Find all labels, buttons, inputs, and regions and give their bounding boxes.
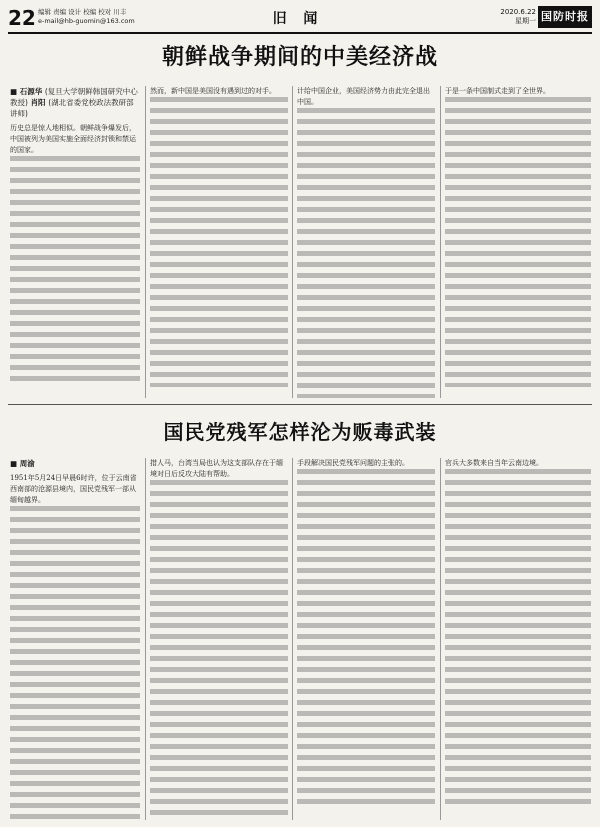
- col-divider: [145, 458, 146, 820]
- col-divider: [292, 458, 293, 820]
- article1-col4-lead: 于是一条中国制式走到了全世界。: [445, 87, 550, 95]
- article2-byline: ■ 周渝: [10, 459, 35, 468]
- article1-title: 朝鲜战争期间的中美经济战: [161, 45, 438, 70]
- article2-col4-body: [445, 469, 591, 809]
- header-rule: [8, 32, 592, 34]
- editor-credits: [38, 8, 135, 26]
- page-number: 22: [8, 6, 36, 30]
- weekday-text: 星期一: [515, 17, 536, 25]
- editor-names: 编辑 责编 设计 校编 校对 川丰: [38, 8, 127, 16]
- article1-col3-lead: 计给中国企业，美国经济势力由此完全退出中国。: [297, 87, 430, 106]
- article2-col3: [297, 458, 435, 820]
- section-title: 旧 闻: [272, 11, 324, 27]
- col-divider: [440, 86, 441, 398]
- article1-col1-lead: 历史总是惊人地相似。朝鲜战争爆发后，中国被列为美国实施全面经济封锁和禁运的国家。: [10, 124, 136, 154]
- article2-col1: [10, 458, 140, 820]
- article1-col2-lead: 然而，新中国是美国没有遇到过的对手。: [150, 87, 276, 95]
- masthead-logo: 国防时报: [538, 6, 592, 28]
- article2-col2-lead: 措人马，台湾当局也认为这支部队存在于缅境对日后反攻大陆有帮助。: [150, 459, 283, 478]
- article1-author2-note: (湖北省委党校政法教研部讲师): [10, 98, 134, 118]
- issue-date: [486, 8, 536, 26]
- article-divider: [8, 404, 592, 405]
- article2-col4: [445, 458, 591, 820]
- page-header: [8, 6, 592, 30]
- article1-author2: 肖阳: [30, 98, 46, 107]
- article1-col4-body: [445, 97, 591, 387]
- article1-col3: [297, 86, 435, 398]
- article1-col3-body: [297, 108, 435, 398]
- article1-col1-body: [10, 156, 140, 386]
- article2-title: 国民党残军怎样沦为贩毒武装: [163, 420, 437, 444]
- article2-col1-lead: 1951年5月24日早晨6时许，位于云南省西南部的沧源县境内，国民党残军一部从缅甸越界。: [10, 474, 137, 504]
- article2-col1-body: [10, 506, 140, 820]
- editor-email: e-mail@hb-guomin@163.com: [38, 17, 135, 25]
- article2-col2: [150, 458, 288, 820]
- article1-byline: [10, 86, 140, 119]
- col-divider: [292, 86, 293, 398]
- article1-col1: [10, 86, 140, 398]
- col-divider: [145, 86, 146, 398]
- article1-author1-note: (复旦大学朝鲜韩国研究中心教授): [10, 87, 138, 107]
- article2-col3-lead: 手段解决国民党残军问题的主张的。: [297, 459, 409, 467]
- col-divider: [440, 458, 441, 820]
- article2-col4-lead: 官兵大多数来自当年云南边境。: [445, 459, 543, 467]
- article1-col2: [150, 86, 288, 398]
- article2-col3-body: [297, 469, 435, 809]
- article2-col2-body: [150, 480, 288, 820]
- article1-author1: ■ 石源华: [10, 87, 43, 96]
- date-text: 2020.6.22: [500, 8, 536, 16]
- article1-col4: [445, 86, 591, 398]
- article1-col2-body: [150, 97, 288, 387]
